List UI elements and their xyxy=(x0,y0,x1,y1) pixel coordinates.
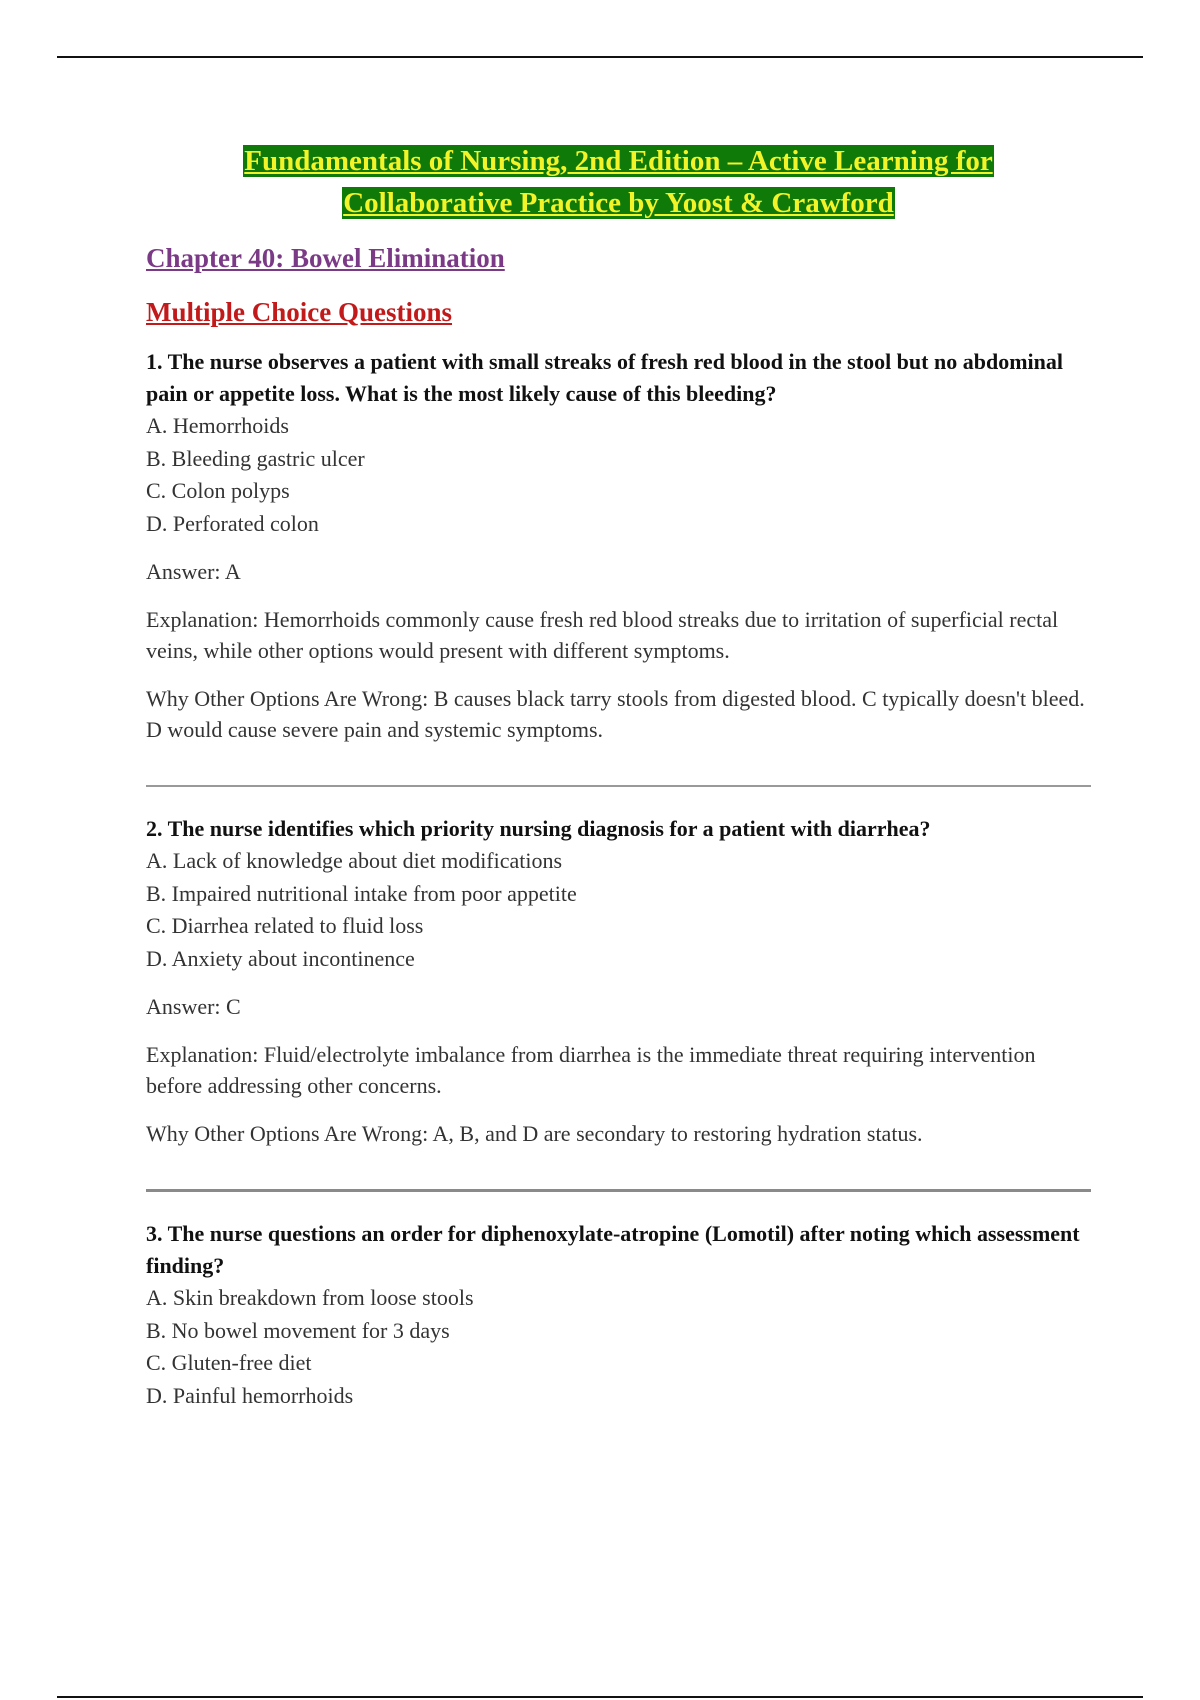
options-list xyxy=(146,1282,1091,1412)
bottom-rule xyxy=(57,1696,1143,1698)
explanation-text: Explanation: Hemorrhoids commonly cause fresh red blood streaks due to irritation of superficial rectal veins, while other options would present with different symptoms. xyxy=(146,607,1059,663)
title-line-2: Collaborative Practice by Yoost & Crawford xyxy=(343,187,894,219)
option-d: D. Painful hemorrhoids xyxy=(146,1382,354,1408)
top-rule xyxy=(57,56,1143,58)
explanation-text: Explanation: Fluid/electrolyte imbalance from diarrhea is the immediate threat requiring intervention before addressing other concerns. xyxy=(146,1042,1036,1098)
option-b: B. No bowel movement for 3 days xyxy=(146,1317,450,1343)
why-wrong-text: Why Other Options Are Wrong: B causes black tarry stools from digested blood. C typically doesn't bleed. D would cause severe pain and systemic symptoms. xyxy=(146,686,1085,742)
option-b: B. Impaired nutritional intake from poor appetite xyxy=(146,880,577,906)
option-a: A. Hemorrhoids xyxy=(146,413,289,438)
document-title xyxy=(146,140,1091,224)
question-block-1 xyxy=(146,346,1091,745)
why-wrong-text: Why Other Options Are Wrong: A, B, and D are secondary to restoring hydration status. xyxy=(146,1121,923,1146)
option-d: D. Perforated colon xyxy=(146,510,319,536)
option-c: C. Gluten-free diet xyxy=(146,1350,312,1375)
option-c: C. Diarrhea related to fluid loss xyxy=(146,913,424,938)
document-content xyxy=(146,140,1091,1412)
question-text: 3. The nurse questions an order for diphenoxylate-atropine (Lomotil) after noting which assessment finding? xyxy=(146,1221,1080,1278)
question-text: 2. The nurse identifies which priority nursing diagnosis for a patient with diarrhea? xyxy=(146,816,931,841)
answer-text: Answer: C xyxy=(146,994,241,1019)
options-list xyxy=(146,845,1091,975)
section-heading: Multiple Choice Questions xyxy=(146,297,453,327)
question-divider xyxy=(146,1189,1091,1192)
option-c: C. Colon polyps xyxy=(146,478,290,503)
question-divider xyxy=(146,785,1091,787)
question-block-3 xyxy=(146,1218,1091,1412)
question-text: 1. The nurse observes a patient with small streaks of fresh red blood in the stool but no abdominal pain or appetite loss. What is the most likely cause of this bleeding? xyxy=(146,349,1063,406)
question-block-2 xyxy=(146,813,1091,1149)
title-line-1: Fundamentals of Nursing, 2nd Edition – Active Learning for xyxy=(244,145,993,177)
options-list xyxy=(146,410,1091,540)
chapter-heading: Chapter 40: Bowel Elimination xyxy=(146,243,505,273)
option-a: A. Lack of knowledge about diet modifications xyxy=(146,848,563,873)
option-d: D. Anxiety about incontinence xyxy=(146,945,415,971)
answer-text: Answer: A xyxy=(146,559,241,584)
option-b: B. Bleeding gastric ulcer xyxy=(146,445,365,471)
option-a: A. Skin breakdown from loose stools xyxy=(146,1285,474,1310)
